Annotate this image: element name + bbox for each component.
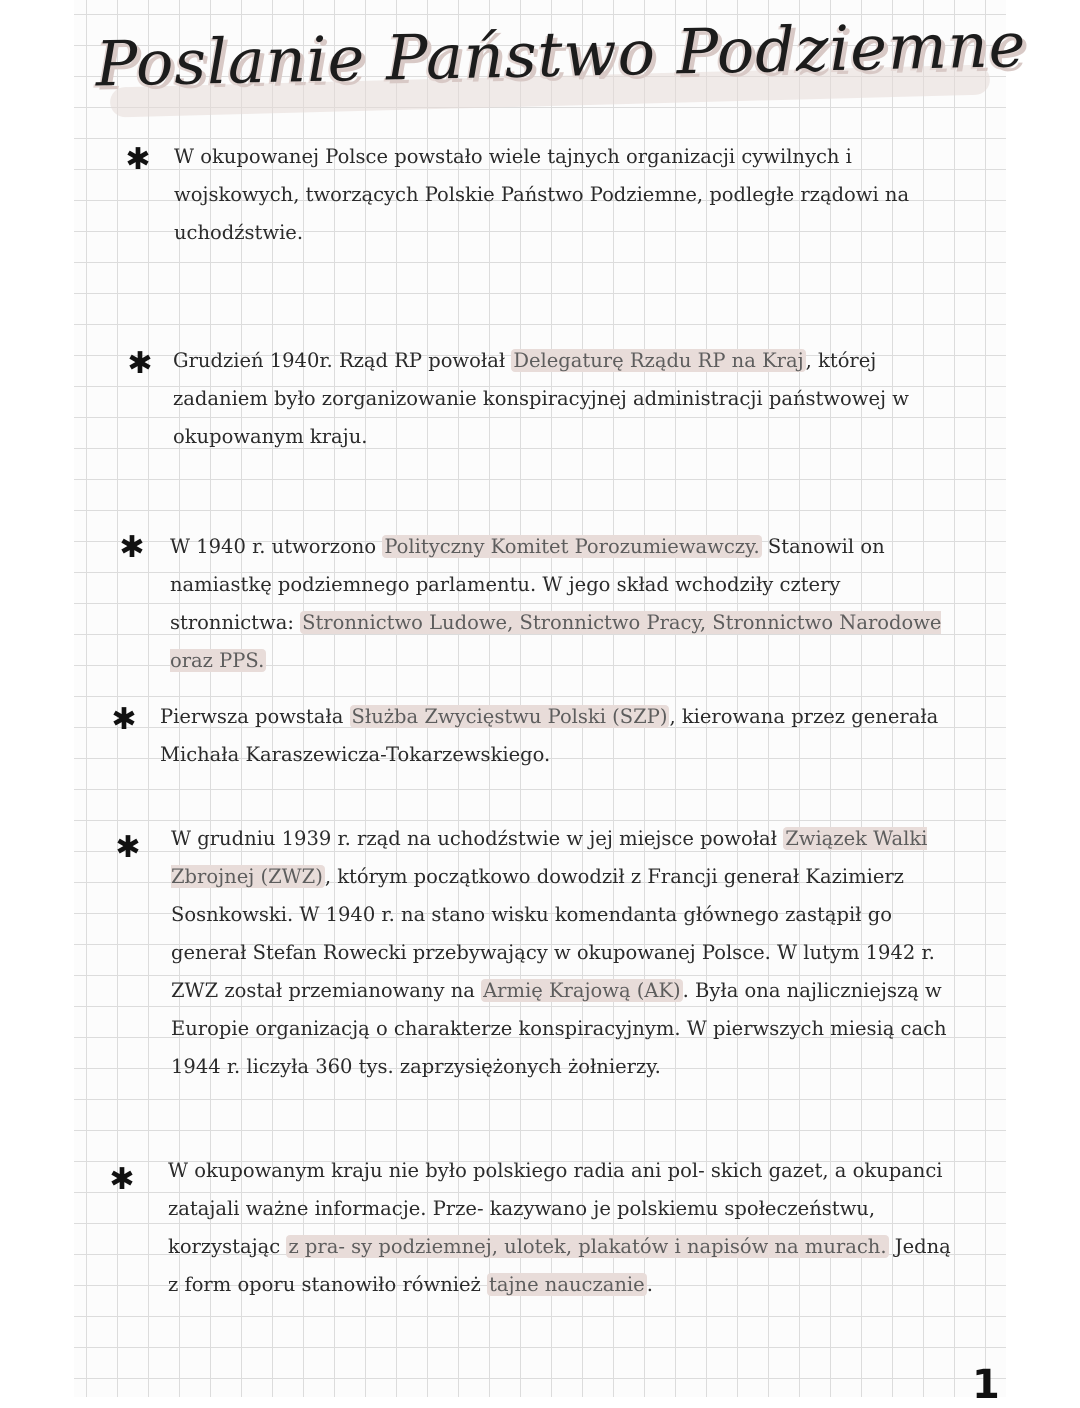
text-segment: W grudniu 1939 r. rząd na uchodźstwie w jej miejsce powołał: [171, 827, 784, 850]
text-segment: W okupowanej Polsce powstało wiele tajnych organizacji cywilnych i wojskowych, tworzących Polskie Państwo Podziemne, podległe rządowi na uchodźstwie.: [174, 145, 910, 244]
paragraph-2: [173, 342, 973, 456]
text-segment: .: [646, 1273, 653, 1296]
text-segment: Pierwsza powstała: [160, 705, 350, 728]
text-segment: Stanowil on namiastkę podziemnego parlamentu. W jego skład wchodziły cztery stronnictwa:: [170, 535, 885, 634]
highlighted-term: Służba Zwycięstwu Polski (SZP): [351, 705, 668, 728]
highlighted-term: Stronnictwo Ludowe, Stronnictwo Pracy, Stronnictwo Narodowe oraz PPS.: [170, 611, 942, 672]
text-segment: , kierowana przez generała Michała Karaszewicza-Tokarzewskiego.: [160, 705, 939, 766]
text-segment: Grudzień 1940r. Rząd RP powołał: [173, 349, 512, 372]
highlighted-term: Delegaturę Rządu RP na Kraj: [513, 349, 804, 372]
asterisk-bullet-icon: ✱: [110, 526, 154, 570]
highlighted-term: z pra- sy podziemnej, ulotek, plakatów i napisów na murach.: [288, 1235, 887, 1258]
paragraph-5: [171, 820, 961, 1086]
paragraph-3: [170, 528, 960, 680]
asterisk-bullet-icon: ✱: [118, 342, 162, 386]
highlighted-term: Polityczny Komitet Porozumiewawczy.: [384, 535, 760, 558]
text-segment: W okupowanym kraju nie było polskiego radia ani pol- skich gazet, a okupanci zatajali ważne informacje. Prze- kazywano je polskiemu społeczeństwu, korzystając: [168, 1159, 943, 1258]
asterisk-bullet-icon: ✱: [116, 138, 160, 182]
highlighted-term: tajne nauczanie: [489, 1273, 645, 1296]
page-title: Poslanie Państwo Podziemne: [94, 8, 1028, 101]
text-segment: . Była ona najliczniejszą w Europie organizacją o charakterze konspiracyjnym. W pierwszych miesią cach 1944 r. liczyła 360 tys. zaprzysiężonych żołnierzy.: [171, 979, 947, 1078]
paragraph-6: [168, 1152, 963, 1304]
text-segment: , której zadaniem było zorganizowanie konspiracyjnej administracji państwowej w okupowanym kraju.: [173, 349, 909, 448]
highlighted-term: Armię Krajową (AK): [483, 979, 681, 1002]
highlighted-term: Związek Walki Zbrojnej (ZWZ): [171, 827, 928, 888]
text-segment: Jedną z form oporu stanowiło również: [168, 1235, 951, 1296]
text-segment: W 1940 r. utworzono: [170, 535, 383, 558]
page-number: 1: [972, 1362, 1000, 1408]
asterisk-bullet-icon: ✱: [102, 698, 146, 742]
asterisk-bullet-icon: ✱: [100, 1158, 144, 1202]
paragraph-1: [174, 138, 934, 252]
asterisk-bullet-icon: ✱: [106, 826, 150, 870]
paragraph-4: [160, 698, 950, 774]
text-segment: , którym początkowo dowodził z Francji generał Kazimierz Sosnkowski. W 1940 r. na stano wisku komendanta głównego zastąpił go generał Stefan Rowecki przebywający w okupowanej Polsce. W lutym 1942 r. ZWZ został przemianowany na: [171, 865, 935, 1002]
